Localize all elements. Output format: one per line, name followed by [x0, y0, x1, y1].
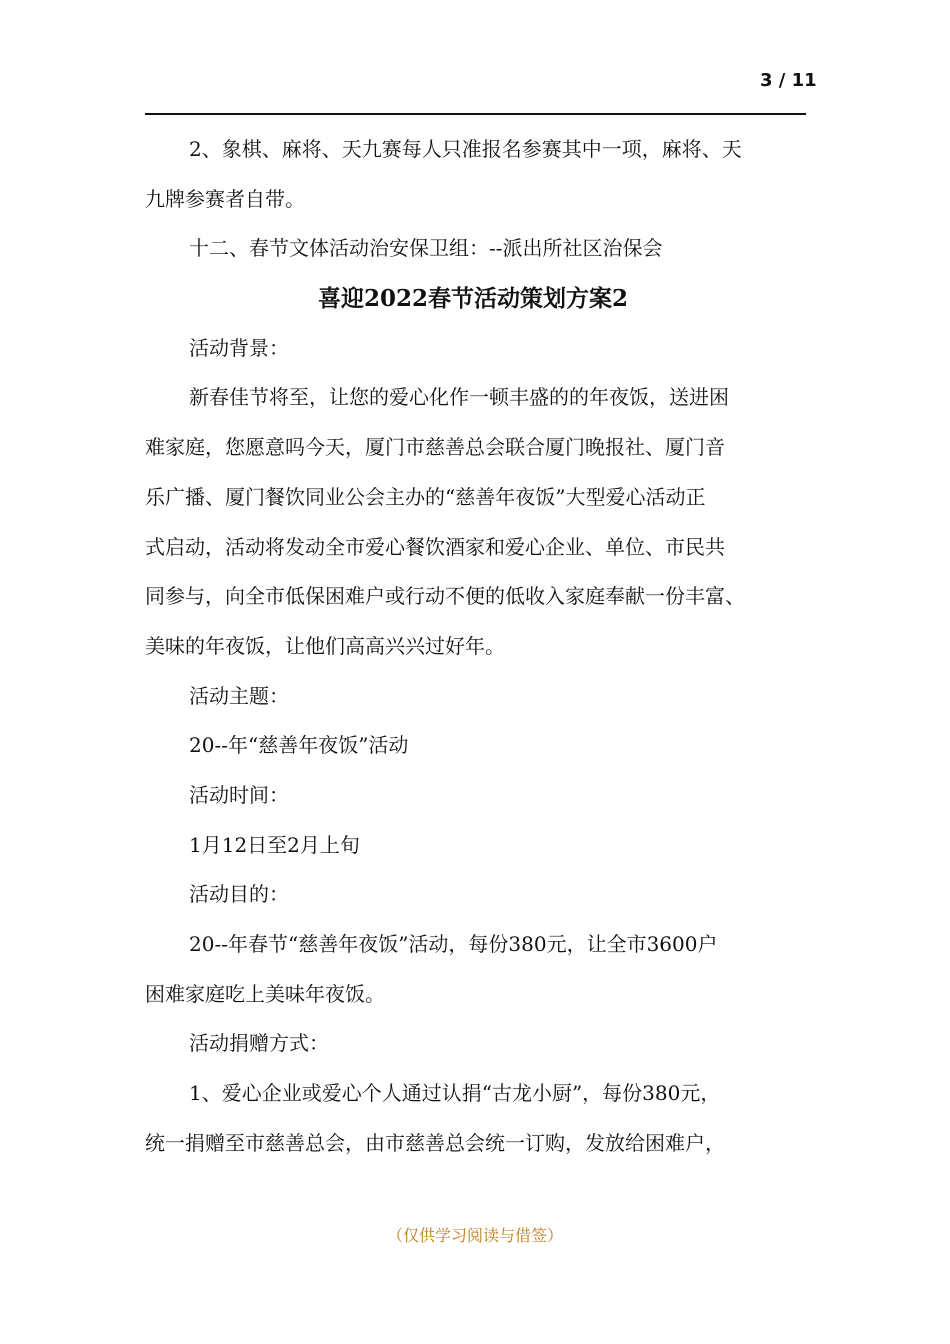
paragraph-line: 20--年“慈善年夜饭”活动	[189, 733, 409, 758]
paragraph-line: 式启动，活动将发动全市爱心餐饮酒家和爱心企业、单位、市民共	[145, 534, 725, 559]
paragraph-line: 20--年春节“慈善年夜饭”活动，每份380元，让全市3600户	[189, 932, 718, 956]
page-number: 3 / 11	[760, 70, 817, 91]
section-title: 喜迎2022春节活动策划方案2	[317, 285, 629, 313]
section-label: 活动背景：	[189, 335, 289, 360]
paragraph-line: 1月12日至2月上旬	[189, 832, 360, 857]
header-divider	[145, 113, 806, 115]
section-label: 活动主题：	[189, 683, 289, 708]
paragraph-line: 新春佳节将至，让您的爱心化作一顿丰盛的的年夜饭，送进困	[189, 385, 729, 410]
paragraph-line: 十二、春节文体活动治安保卫组：--派出所社区治保会	[189, 236, 663, 261]
section-label: 活动捐赠方式：	[189, 1031, 329, 1056]
paragraph-line: 难家庭，您愿意吗今天，厦门市慈善总会联合厦门晚报社、厦门音	[145, 435, 725, 460]
paragraph-line: 统一捐赠至市慈善总会，由市慈善总会统一订购，发放给困难户，	[145, 1130, 725, 1155]
paragraph-line: 2、象棋、麻将、天九赛每人只准报名参赛其中一项，麻将、天	[189, 137, 742, 161]
paragraph-line: 同参与，向全市低保困难户或行动不便的低收入家庭奉献一份丰富、	[145, 584, 745, 609]
paragraph-line: 困难家庭吃上美味年夜饭。	[145, 981, 385, 1006]
paragraph-line: 九牌参赛者自带。	[145, 186, 305, 211]
section-label: 活动时间：	[189, 782, 289, 807]
section-label: 活动目的：	[189, 882, 289, 907]
paragraph-line: 1、爱心企业或爱心个人通过认捐“古龙小厨”，每份380元，	[189, 1081, 721, 1106]
footer-note: （仅供学习阅读与借签）	[386, 1226, 563, 1245]
paragraph-line: 美味的年夜饭，让他们高高兴兴过好年。	[145, 633, 505, 658]
document-body	[145, 125, 825, 1168]
paragraph-line: 乐广播、厦门餐饮同业公会主办的“慈善年夜饭”大型爱心活动正	[145, 484, 706, 509]
